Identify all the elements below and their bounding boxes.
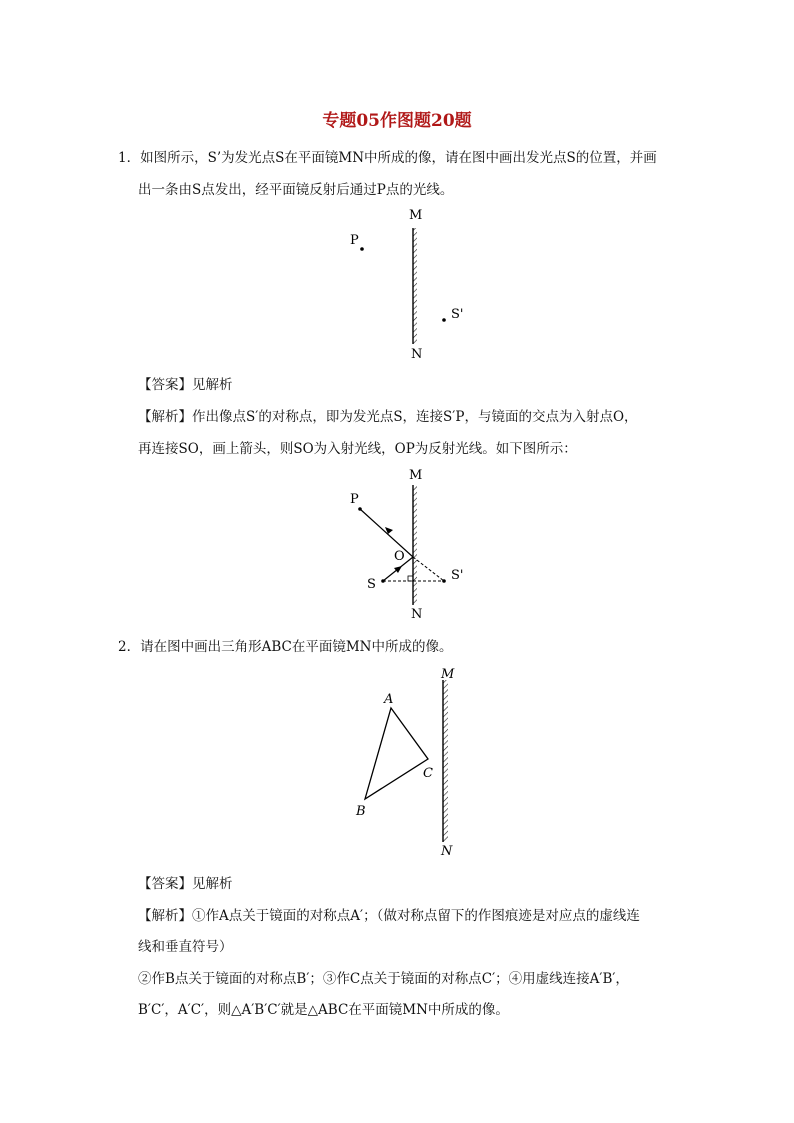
q2-analysis-line3: ②作B点关于镜面的对称点B′；③作C点关于镜面的对称点C′；④用虚线连接A′B′， <box>138 971 629 987</box>
label-N: N <box>441 844 453 859</box>
point-P <box>360 247 364 251</box>
q2-analysis-line2: 线和垂直符号） <box>138 939 233 955</box>
label-N: N <box>411 347 423 360</box>
label-S: S <box>367 577 376 592</box>
point-S-prime <box>442 579 446 583</box>
q2-answer: 【答案】见解析 <box>138 876 233 892</box>
q1-analysis-line1: 【解析】作出像点S′的对称点，即为发光点S，连接S′P，与镜面的交点为入射点O， <box>138 409 638 425</box>
label-S-prime: S' <box>451 568 464 583</box>
q1-figure <box>330 200 480 360</box>
mirror-hatch <box>443 680 448 842</box>
label-P: P <box>350 233 359 248</box>
label-N: N <box>411 607 423 622</box>
page-title: 专题05作图题20题 <box>322 111 472 131</box>
q2-analysis-line1: 【解析】①作A点关于镜面的对称点A′；（做对称点留下的作图痕迹是对应点的虚线连 <box>138 908 640 924</box>
point-S <box>381 579 385 583</box>
triangle-ABC <box>365 708 428 799</box>
label-C: C <box>423 766 433 781</box>
label-S-prime: S' <box>451 307 464 322</box>
dashed-O-to-S-prime <box>413 557 444 581</box>
q2-text: 2．请在图中画出三角形ABC在平面镜MN中所成的像。 <box>118 639 453 655</box>
label-A: A <box>384 692 394 707</box>
label-M: M <box>441 667 455 682</box>
label-P: P <box>350 492 359 507</box>
label-M: M <box>409 468 423 483</box>
perpendicular-mark <box>408 576 413 581</box>
q2-analysis-line4: B′C′，A′C′，则△A′B′C′就是△ABC在平面镜MN中所成的像。 <box>138 1002 509 1018</box>
q1-analysis-line2: 再连接SO，画上箭头，则SO为入射光线，OP为反射光线。如下图所示： <box>138 441 577 457</box>
q1-solution-figure <box>330 460 480 625</box>
reflected-ray <box>360 509 413 557</box>
q1-text-line2: 出一条由S点发出，经平面镜反射后通过P点的光线。 <box>138 182 454 198</box>
point-S-prime <box>442 318 446 322</box>
label-M: M <box>409 208 423 223</box>
q1-answer: 【答案】见解析 <box>138 377 233 393</box>
label-O: O <box>394 549 405 564</box>
label-B: B <box>356 804 366 819</box>
q1-text-line1: 1．如图所示，S’为发光点S在平面镜MN中所成的像，请在图中画出发光点S的位置，并画 <box>118 150 657 166</box>
q2-figure <box>345 662 475 860</box>
